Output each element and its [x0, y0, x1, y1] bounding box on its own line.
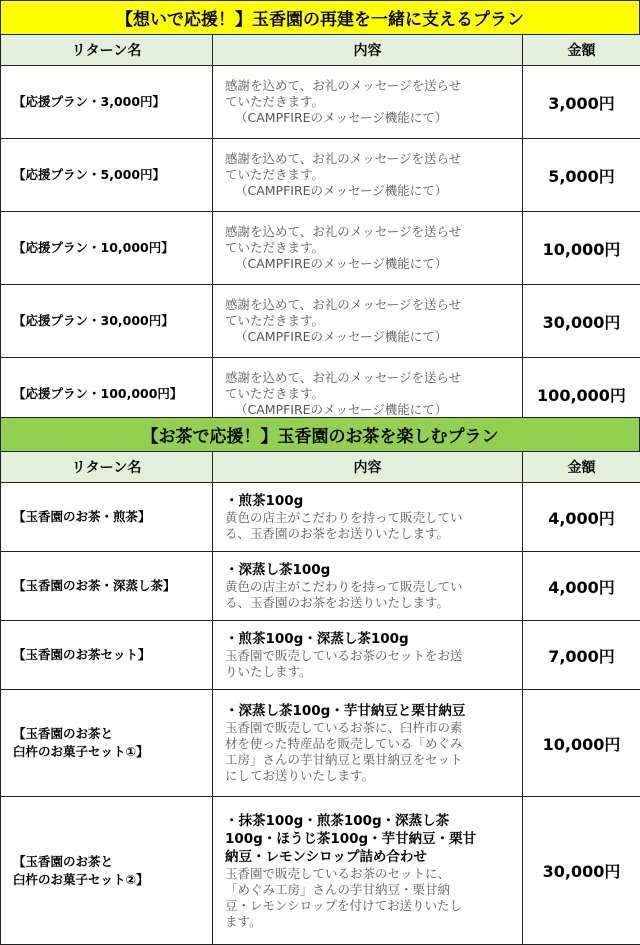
name-line: 【玉香園のお茶と	[13, 726, 114, 741]
plan-table	[0, 451, 640, 945]
table-row	[1, 552, 640, 621]
item-heading: ・深蒸し茶100g・芋甘納豆と栗甘納豆	[225, 703, 466, 719]
description-line: （CAMPFIREのメッセージ機能にて）	[235, 329, 448, 344]
return-price: 3,000円	[523, 66, 640, 139]
description-line: ます。	[225, 913, 262, 929]
header-price: 金額	[523, 452, 640, 483]
item-heading: 納豆・レモンシロップ詰め合わせ	[225, 848, 427, 865]
header-content: 内容	[213, 452, 523, 483]
description-line: ていただきます。	[225, 240, 325, 255]
description-line: （CAMPFIREのメッセージ機能にて）	[235, 183, 448, 198]
item-heading: ・煎茶100g	[225, 493, 304, 509]
description-line: 感謝を込めて、お礼のメッセージを送らせ	[225, 224, 462, 239]
return-description	[213, 139, 523, 212]
return-description	[213, 66, 523, 139]
description-line: にしてお送りいたします。	[225, 768, 375, 783]
return-price: 5,000円	[523, 139, 640, 212]
description-line: 豆・レモンシロップを付けてお送りいたし	[225, 897, 462, 913]
description-line: （CAMPFIREのメッセージ機能にて）	[235, 402, 448, 417]
return-description	[213, 621, 523, 690]
description-line: ていただきます。	[225, 313, 325, 328]
description-line: （CAMPFIREのメッセージ機能にて）	[235, 110, 448, 125]
return-price: 30,000円	[523, 797, 640, 945]
table-row	[1, 285, 640, 358]
description-line: る、玉香園のお茶をお送りいたします。	[225, 526, 450, 541]
table-row	[1, 66, 640, 139]
header-return-name: リターン名	[1, 452, 213, 483]
header-price: 金額	[523, 35, 640, 66]
name-line: 【玉香園のお茶セット】	[13, 647, 151, 662]
name-line: 臼杵のお菓子セット②】	[13, 871, 149, 887]
return-description	[213, 690, 523, 797]
description-line: ていただきます。	[225, 386, 325, 401]
description-line: 工房」さんの芋甘納豆と栗甘納豆をセット	[225, 752, 463, 767]
return-name	[1, 797, 213, 945]
return-name	[1, 621, 213, 690]
description-line: りいたします。	[225, 664, 312, 679]
return-name: 【応援プラン・5,000円】	[1, 139, 213, 212]
tea-plan-section	[0, 417, 640, 945]
table-row	[1, 690, 640, 797]
description-line: 黄色の店主がこだわりを持って販売してい	[225, 510, 463, 525]
description-line: （CAMPFIREのメッセージ機能にて）	[235, 256, 448, 271]
header-return-name: リターン名	[1, 35, 213, 66]
description-line: ていただきます。	[225, 167, 325, 182]
return-price: 4,000円	[523, 483, 640, 552]
return-price: 4,000円	[523, 552, 640, 621]
description-line: 感謝を込めて、お礼のメッセージを送らせ	[225, 370, 462, 385]
return-name: 【応援プラン・30,000円】	[1, 285, 213, 358]
return-description	[213, 483, 523, 552]
description-line: 感謝を込めて、お礼のメッセージを送らせ	[225, 151, 462, 166]
description-line: 玉香園で販売しているお茶に、臼杵市の素	[225, 720, 463, 735]
section-title: 【想いで応援！】玉香園の再建を一緒に支えるプラン	[0, 0, 640, 34]
item-heading: 100g・ほうじ茶100g・芋甘納豆・栗甘	[225, 830, 477, 847]
table-row	[1, 483, 640, 552]
name-line: 【玉香園のお茶・深蒸し茶】	[13, 578, 176, 593]
return-name: 【応援プラン・100,000円】	[1, 358, 213, 431]
description-line: 感謝を込めて、お礼のメッセージを送らせ	[225, 78, 462, 93]
description-line: 玉香園で販売しているお茶のセットをお送	[225, 648, 463, 663]
return-name	[1, 552, 213, 621]
return-description	[213, 797, 523, 945]
return-price: 7,000円	[523, 621, 640, 690]
description-line: 材を使った特産品を販売している「めぐみ	[225, 736, 463, 751]
description-line: ていただきます。	[225, 94, 325, 109]
plan-table	[0, 34, 640, 431]
return-description	[213, 552, 523, 621]
return-name: 【応援プラン・3,000円】	[1, 66, 213, 139]
return-description	[213, 285, 523, 358]
return-price: 100,000円	[523, 358, 640, 431]
table-row	[1, 139, 640, 212]
name-line: 臼杵のお菓子セット①】	[13, 744, 149, 759]
item-heading: ・煎茶100g・深蒸し茶100g	[225, 631, 409, 647]
return-name	[1, 690, 213, 797]
return-name	[1, 483, 213, 552]
description-line: 黄色の店主がこだわりを持って販売してい	[225, 579, 463, 594]
description-line: 「めぐみ工房」さんの芋甘納豆・栗甘納	[225, 881, 451, 897]
return-name: 【応援プラン・10,000円】	[1, 212, 213, 285]
table-row	[1, 797, 640, 945]
support-plan-section	[0, 0, 640, 417]
table-row	[1, 212, 640, 285]
return-price: 30,000円	[523, 285, 640, 358]
name-line: 【玉香園のお茶・煎茶】	[13, 509, 151, 524]
description-line: 玉香園で販売しているお茶のセットに、	[225, 865, 451, 881]
section-title: 【お茶で応援！】玉香園のお茶を楽しむプラン	[0, 417, 640, 451]
name-line: 【玉香園のお茶と	[13, 853, 114, 869]
description-line: る、玉香園のお茶をお送りいたします。	[225, 595, 450, 610]
table-row	[1, 621, 640, 690]
return-price: 10,000円	[523, 212, 640, 285]
header-content: 内容	[213, 35, 523, 66]
item-heading: ・深蒸し茶100g	[225, 562, 331, 578]
description-line: 感謝を込めて、お礼のメッセージを送らせ	[225, 297, 462, 312]
return-description	[213, 212, 523, 285]
return-price: 10,000円	[523, 690, 640, 797]
item-heading: ・抹茶100g・煎茶100g・深蒸し茶	[225, 812, 450, 829]
